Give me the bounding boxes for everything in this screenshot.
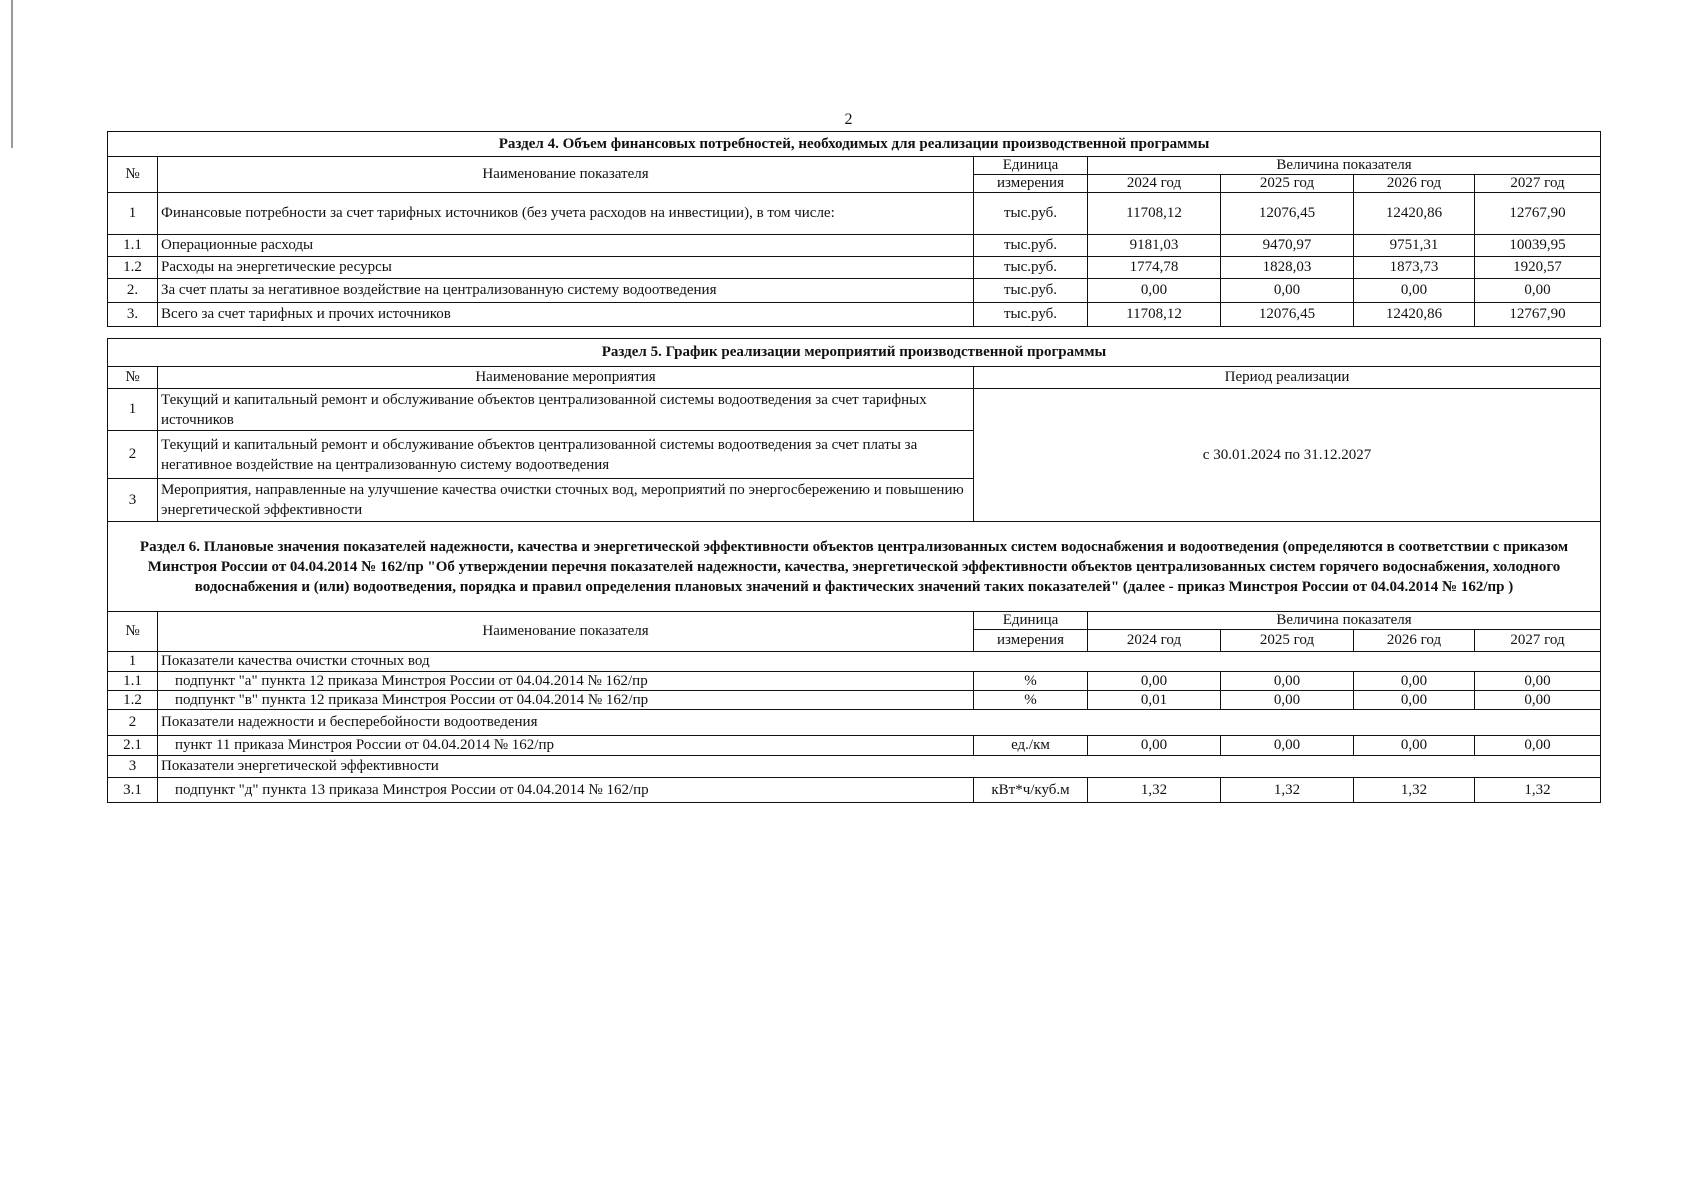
col-header-year: 2027 год <box>1475 175 1601 193</box>
row-unit: ед./км <box>974 736 1088 756</box>
col-header-unit-line1: Единица <box>974 612 1088 630</box>
col-header-year: 2025 год <box>1221 630 1354 652</box>
section4-table <box>107 131 1601 327</box>
row-unit: тыс.руб. <box>974 193 1088 235</box>
row-value: 9470,97 <box>1221 235 1354 257</box>
col-header-unit-line2: измерения <box>974 630 1088 652</box>
row-value: 0,00 <box>1088 736 1221 756</box>
row-value: 0,00 <box>1354 672 1475 691</box>
row-value: 10039,95 <box>1475 235 1601 257</box>
row-unit: % <box>974 672 1088 691</box>
row-num: 3. <box>108 303 158 327</box>
row-name: Финансовые потребности за счет тарифных источников (без учета расходов на инвестиции), в том числе: <box>158 193 974 235</box>
table-row <box>108 279 1601 303</box>
section6-table <box>107 521 1601 803</box>
col-header-year: 2024 год <box>1088 175 1221 193</box>
col-header-name: Наименование показателя <box>158 612 974 652</box>
table-row <box>108 235 1601 257</box>
row-value: 1,32 <box>1354 778 1475 803</box>
group-num: 3 <box>108 756 158 778</box>
row-num: 2.1 <box>108 736 158 756</box>
row-value: 0,00 <box>1221 672 1354 691</box>
table-group-row <box>108 756 1601 778</box>
row-name: За счет платы за негативное воздействие на централизованную систему водоотведения <box>158 279 974 303</box>
col-header-year: 2024 год <box>1088 630 1221 652</box>
row-unit: кВт*ч/куб.м <box>974 778 1088 803</box>
group-num: 2 <box>108 710 158 736</box>
row-name: Всего за счет тарифных и прочих источников <box>158 303 974 327</box>
table-group-row <box>108 710 1601 736</box>
col-header-year: 2026 год <box>1354 175 1475 193</box>
row-value: 11708,12 <box>1088 193 1221 235</box>
table-group-row <box>108 652 1601 672</box>
row-value: 0,01 <box>1088 691 1221 710</box>
row-value: 1920,57 <box>1475 257 1601 279</box>
row-value: 0,00 <box>1354 736 1475 756</box>
table-row <box>108 736 1601 756</box>
row-value: 1828,03 <box>1221 257 1354 279</box>
row-name: Мероприятия, направленные на улучшение качества очистки сточных вод, мероприятий по энергосбережению и повышению энергетической эффективности <box>158 479 974 522</box>
section5-title: Раздел 5. График реализации мероприятий производственной программы <box>108 339 1601 367</box>
row-value: 0,00 <box>1221 736 1354 756</box>
row-value: 1774,78 <box>1088 257 1221 279</box>
row-value: 0,00 <box>1475 691 1601 710</box>
group-name: Показатели энергетической эффективности <box>158 756 1601 778</box>
col-header-unit-line2: измерения <box>974 175 1088 193</box>
row-value: 1,32 <box>1221 778 1354 803</box>
row-value: 1,32 <box>1088 778 1221 803</box>
row-value: 9181,03 <box>1088 235 1221 257</box>
table-row <box>108 691 1601 710</box>
table-row <box>108 778 1601 803</box>
row-name: Текущий и капитальный ремонт и обслуживание объектов централизованной системы водоотведения за счет платы за негативное воздействие на централизованную систему водоотведения <box>158 431 974 479</box>
col-header-unit-line1: Единица <box>974 157 1088 175</box>
row-num: 1.1 <box>108 235 158 257</box>
col-header-num: № <box>108 157 158 193</box>
page-number: 2 <box>844 111 853 128</box>
row-unit: тыс.руб. <box>974 279 1088 303</box>
col-header-value: Величина показателя <box>1088 612 1601 630</box>
group-name: Показатели надежности и бесперебойности водоотведения <box>158 710 1601 736</box>
col-header-value: Величина показателя <box>1088 157 1601 175</box>
row-value: 0,00 <box>1354 279 1475 303</box>
table-row <box>108 193 1601 235</box>
row-name: Текущий и капитальный ремонт и обслуживание объектов централизованной системы водоотведения за счет тарифных источников <box>158 389 974 431</box>
row-value: 0,00 <box>1475 672 1601 691</box>
row-unit: тыс.руб. <box>974 235 1088 257</box>
row-unit: тыс.руб. <box>974 303 1088 327</box>
row-num: 3.1 <box>108 778 158 803</box>
group-name: Показатели качества очистки сточных вод <box>158 652 1601 672</box>
row-value: 12767,90 <box>1475 193 1601 235</box>
col-header-num: № <box>108 367 158 389</box>
col-header-name: Наименование мероприятия <box>158 367 974 389</box>
row-name: пункт 11 приказа Минстроя России от 04.04.2014 № 162/пр <box>158 736 974 756</box>
row-value: 0,00 <box>1088 279 1221 303</box>
row-value: 0,00 <box>1475 279 1601 303</box>
row-num: 1 <box>108 193 158 235</box>
row-name: подпункт "д" пункта 13 приказа Минстроя России от 04.04.2014 № 162/пр <box>158 778 974 803</box>
row-value: 1,32 <box>1475 778 1601 803</box>
row-name: Операционные расходы <box>158 235 974 257</box>
row-value: 0,00 <box>1354 691 1475 710</box>
col-header-name: Наименование показателя <box>158 157 974 193</box>
row-value: 12420,86 <box>1354 193 1475 235</box>
row-value: 0,00 <box>1221 691 1354 710</box>
row-value: 12420,86 <box>1354 303 1475 327</box>
row-num: 1.2 <box>108 257 158 279</box>
row-value: 1873,73 <box>1354 257 1475 279</box>
row-value: 9751,31 <box>1354 235 1475 257</box>
table-row <box>108 303 1601 327</box>
section5-table <box>107 338 1601 522</box>
row-name: Расходы на энергетические ресурсы <box>158 257 974 279</box>
row-num: 2. <box>108 279 158 303</box>
row-unit: % <box>974 691 1088 710</box>
row-name: подпункт "в" пункта 12 приказа Минстроя России от 04.04.2014 № 162/пр <box>158 691 974 710</box>
section6-title: Раздел 6. Плановые значения показателей надежности, качества и энергетической эффективности объектов централизованных систем водоснабжения и водоотведения (определяются в соответствии с приказом Минстроя России от 04.04.2014 № 162/пр "Об утверждении перечня показателей надежности, качества, энергетической эффективности объектов централизованных систем горячего водоснабжения, холодного водоснабжения и (или) водоотведения, порядка и правил определения плановых значений и фактических значений таких показателей" (далее - приказ Минстроя России от 04.04.2014 № 162/пр ) <box>108 522 1601 612</box>
row-unit: тыс.руб. <box>974 257 1088 279</box>
col-header-year: 2026 год <box>1354 630 1475 652</box>
col-header-year: 2025 год <box>1221 175 1354 193</box>
row-value: 12076,45 <box>1221 303 1354 327</box>
row-num: 1 <box>108 389 158 431</box>
col-header-year: 2027 год <box>1475 630 1601 652</box>
row-value: 11708,12 <box>1088 303 1221 327</box>
row-value: 0,00 <box>1475 736 1601 756</box>
row-value: 12767,90 <box>1475 303 1601 327</box>
group-num: 1 <box>108 652 158 672</box>
table-row <box>108 257 1601 279</box>
row-num: 1.1 <box>108 672 158 691</box>
row-num: 2 <box>108 431 158 479</box>
row-value: 0,00 <box>1088 672 1221 691</box>
row-value: 0,00 <box>1221 279 1354 303</box>
row-name: подпункт "а" пункта 12 приказа Минстроя России от 04.04.2014 № 162/пр <box>158 672 974 691</box>
row-value: 12076,45 <box>1221 193 1354 235</box>
table-row <box>108 389 1601 431</box>
row-num: 1.2 <box>108 691 158 710</box>
table-row <box>108 672 1601 691</box>
row-num: 3 <box>108 479 158 522</box>
period-value: с 30.01.2024 по 31.12.2027 <box>974 389 1601 522</box>
section4-title: Раздел 4. Объем финансовых потребностей, необходимых для реализации производственной программы <box>108 132 1601 157</box>
col-header-num: № <box>108 612 158 652</box>
col-header-period: Период реализации <box>974 367 1601 389</box>
